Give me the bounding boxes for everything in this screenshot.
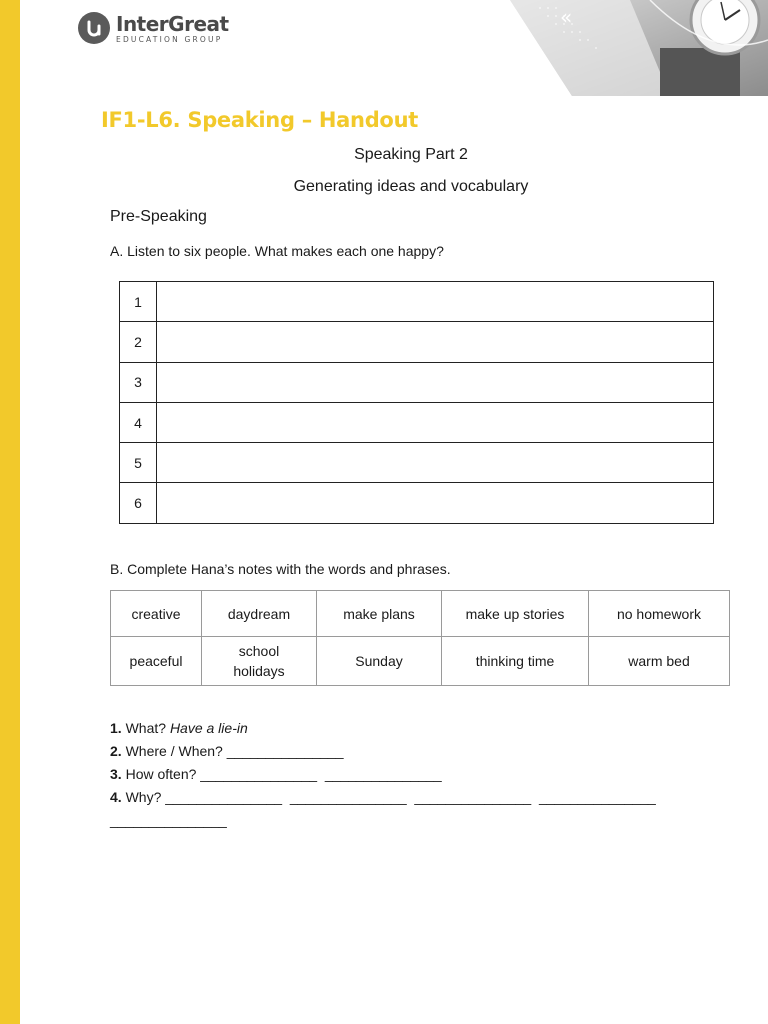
note-label: Where / When? [125,743,223,759]
note-line [110,786,656,809]
header-photo [510,0,768,96]
word-cell: make plans [317,591,442,637]
answer-cell[interactable] [157,402,714,442]
table-row [120,322,714,362]
note-number: 1. [110,720,122,736]
answer-cell[interactable] [157,362,714,402]
word-cell: thinking time [442,637,589,686]
table-row [120,362,714,402]
word-cell: make up stories [442,591,589,637]
exercise-b-instruction: B. Complete Hana’s notes with the words and phrases. [110,561,451,577]
note-number: 3. [110,766,122,782]
row-number: 5 [120,443,157,483]
row-number: 3 [120,362,157,402]
answer-cell[interactable] [157,322,714,362]
word-box-table [110,590,730,686]
table-row [120,282,714,322]
table-row [120,402,714,442]
brand-name: InterGreat [116,11,229,36]
table-row [120,443,714,483]
note-label: How often? [125,766,197,782]
row-number: 2 [120,322,157,362]
note-blanks[interactable]: _______________ _______________ [200,766,442,782]
note-blanks[interactable]: _______________ [110,812,227,828]
brand-logo [78,12,229,44]
row-number: 6 [120,483,157,523]
note-number: 2. [110,743,122,759]
table-row [120,483,714,523]
svg-text:«: « [560,5,573,29]
note-line [110,809,656,832]
answer-cell[interactable] [157,443,714,483]
exercise-a-instruction: A. Listen to six people. What makes each one happy? [110,243,444,259]
note-label: What? [125,720,167,736]
row-number: 1 [120,282,157,322]
row-number: 4 [120,402,157,442]
note-blanks[interactable]: _______________ _______________ _______________ _______________ [165,789,656,805]
note-label: Why? [125,789,162,805]
hana-notes [110,717,656,832]
table-row [111,591,730,637]
brand-tagline: EDUCATION GROUP [116,34,223,44]
document-subtitle: Speaking Part 2 [354,146,468,163]
note-line [110,763,656,786]
answer-table [119,281,714,524]
section-heading: Pre-Speaking [110,208,207,225]
word-cell: school holidays [202,637,317,686]
document-title: IF1-L6. Speaking – Handout [101,108,418,132]
word-cell: warm bed [589,637,730,686]
document-subtitle-2: Generating ideas and vocabulary [293,178,529,195]
answer-cell[interactable] [157,483,714,523]
table-row [111,637,730,686]
answer-cell[interactable] [157,282,714,322]
note-answer: Have a lie-in [169,720,248,736]
word-cell: daydream [202,591,317,637]
word-cell: peaceful [111,637,202,686]
note-number: 4. [110,789,122,805]
word-cell: creative [111,591,202,637]
note-line [110,740,656,763]
note-line [110,717,656,740]
word-cell: no homework [589,591,730,637]
note-blanks[interactable]: _______________ [226,743,344,759]
word-cell: Sunday [317,637,442,686]
intergreat-logo-icon [78,12,110,44]
